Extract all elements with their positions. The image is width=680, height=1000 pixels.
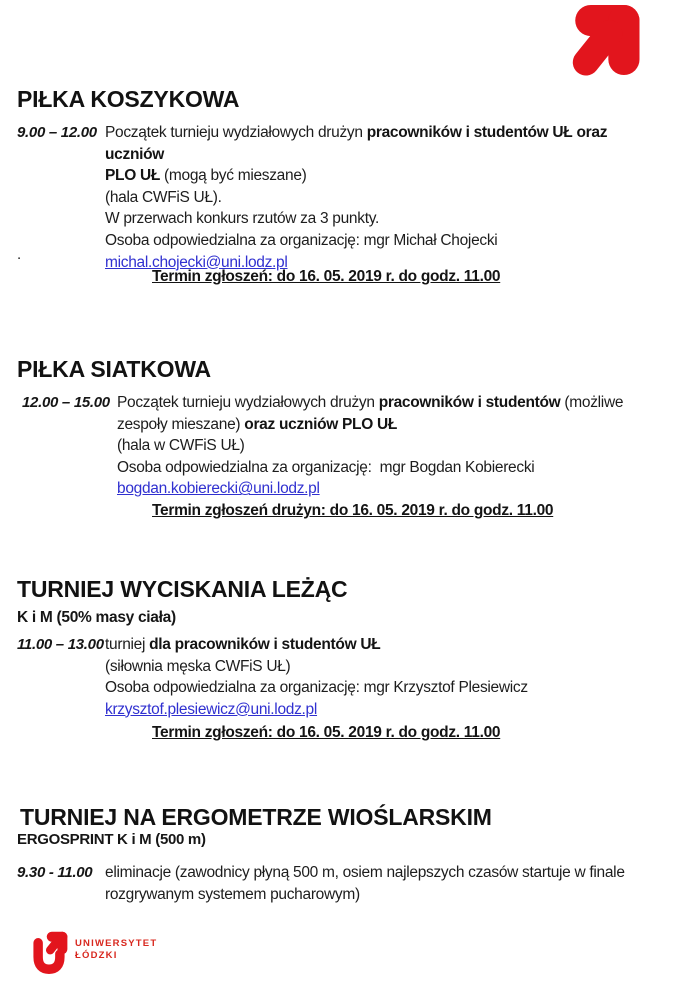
event-description-line: Początek turnieju wydziałowych drużyn pracowników i studentów (możliwe bbox=[117, 394, 624, 411]
event-description-line: eliminacje (zawodnicy płyną 500 m, osiem najlepszych czasów startuje w finale bbox=[105, 864, 625, 881]
ul-arrow-logo bbox=[563, 3, 642, 77]
event-description-line: Osoba odpowiedzialna za organizację: mgr Bogdan Kobierecki bbox=[117, 458, 535, 476]
event-section-wyciskanie bbox=[17, 576, 667, 741]
university-logo bbox=[32, 930, 252, 976]
event-description-line: PLO UŁ (mogą być mieszane) bbox=[105, 167, 307, 185]
event-section-pilka-siatkowa bbox=[17, 356, 667, 519]
event-description-line: Osoba odpowiedzialna za organizację: mgr Michał Chojecki bbox=[105, 231, 498, 249]
event-description-line: (siłownia męska CWFiS UŁ) bbox=[105, 657, 291, 675]
section-title: PIŁKA KOSZYKOWA bbox=[17, 86, 240, 112]
event-description-line: Początek turnieju wydziałowych drużyn pracowników i studentów UŁ oraz uczniów bbox=[105, 124, 612, 163]
event-description-line: (hala w CWFiS UŁ) bbox=[117, 437, 245, 455]
logo-text-line1: UNIWERSYTET bbox=[75, 938, 158, 949]
deadline-note: Termin zgłoszeń: do 16. 05. 2019 r. do godz. 11.00 bbox=[152, 724, 501, 741]
logo-text-line2: ŁÓDZKI bbox=[75, 949, 118, 961]
event-description-line: Osoba odpowiedzialna za organizację: mgr Krzysztof Plesiewicz bbox=[105, 679, 528, 697]
event-time: 11.00 – 13.00 bbox=[17, 636, 104, 653]
section-subtitle: K i M (50% masy ciała) bbox=[17, 609, 176, 626]
deadline-note: Termin zgłoszeń drużyn: do 16. 05. 2019 r. do godz. 11.00 bbox=[152, 502, 554, 519]
section-title: TURNIEJ WYCISKANIA LEŻĄC bbox=[17, 576, 348, 602]
event-description-line: W przerwach konkurs rzutów za 3 punkty. bbox=[105, 210, 380, 228]
ul-arrow-icon bbox=[43, 931, 68, 955]
stray-period: . bbox=[17, 246, 22, 263]
event-description-line: rozgrywanym systemem pucharowym) bbox=[105, 885, 360, 903]
event-description-line: turniej dla pracowników i studentów UŁ bbox=[105, 636, 381, 653]
email-link[interactable]: michal.chojecki@uni.lodz.pl bbox=[105, 253, 288, 271]
section-title: TURNIEJ NA ERGOMETRZE WIOŚLARSKIM bbox=[20, 804, 492, 830]
logo-text bbox=[75, 938, 157, 961]
deadline-note: Termin zgłoszeń: do 16. 05. 2019 r. do godz. 11.00 bbox=[152, 268, 501, 285]
event-time: 9.30 - 11.00 bbox=[17, 864, 93, 881]
section-title: PIŁKA SIATKOWA bbox=[17, 356, 211, 382]
section-subtitle: ERGOSPRINT K i M (500 m) bbox=[17, 831, 206, 848]
event-section-ergometr bbox=[17, 804, 670, 905]
event-time: 12.00 – 15.00 bbox=[22, 394, 110, 411]
email-link[interactable]: krzysztof.plesiewicz@uni.lodz.pl bbox=[105, 700, 318, 718]
event-section-pilka-koszykowa bbox=[17, 86, 667, 285]
email-link[interactable]: bogdan.kobierecki@uni.lodz.pl bbox=[117, 480, 320, 498]
event-description-line: zespoły mieszane) oraz uczniów PLO UŁ bbox=[117, 415, 398, 433]
event-time: 9.00 – 12.00 bbox=[17, 124, 97, 141]
event-description-line: (hala CWFiS UŁ). bbox=[105, 188, 222, 206]
